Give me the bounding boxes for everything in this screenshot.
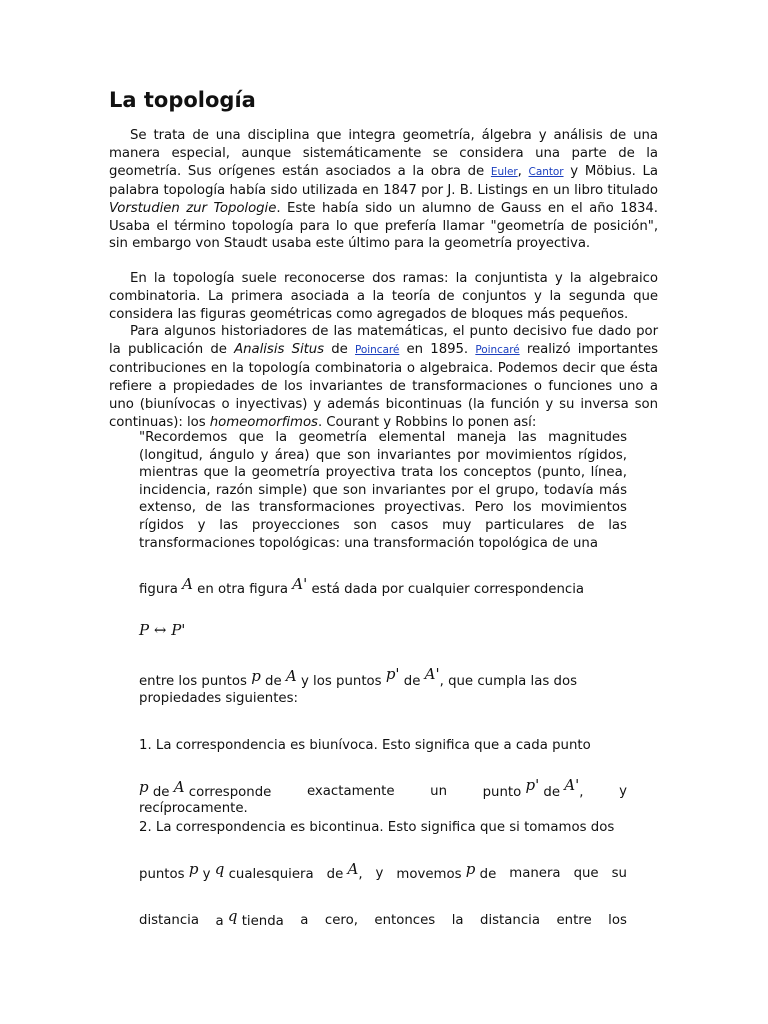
- quote-block: "Recordemos que la geometría elemental maneja las magnitudes (longitud, ángulo y área) que son invariantes por movimientos rígidos, mientras que la geometría proyectiva trata los conceptos (punto, línea, incidencia, razón simple) que son invariantes por el grupo, todavía más extenso, de las transformaciones proyectivas. Pero los movimientos rígidos y las proyecciones son casos muy particulares de las transformaciones topológicas: una transformación topológica de una: [139, 430, 627, 551]
- link-cantor[interactable]: Cantor: [528, 165, 564, 178]
- line-two-points: puntos p y q cualesquiera de A, y movemos p de manera que su: [139, 860, 627, 882]
- formula-correspondence: P ↔ P': [139, 621, 186, 639]
- paragraph-branches: En la topología suele reconocerse dos ramas: la conjuntista y la algebraico combinatoria. La primera asociada a la teoría de conjuntos y la segunda que considera las figuras geométricas como agregados de bloques más pequeños.: [109, 271, 658, 322]
- line-reciprocal: recíprocamente.: [139, 801, 248, 816]
- math-A-prime: A': [292, 575, 308, 593]
- paragraph-history: Para algunos historiadores de las matemáticas, el punto decisivo fue dado por la publicación de Analisis Situs de Poincaré en 1895. Poincaré realizó importantes contribuciones en la topología combinatoria o algebraica. Podemos decir que ésta refiere a propiedades de los invariantes de transformaciones o funciones uno a uno (biunívocas o inyectivas) y además bicontinuas (la función y su inversa son continuas): los homeomorfimos. Courant y Robbins lo ponen así:: [109, 324, 659, 430]
- math-A: A: [182, 575, 193, 593]
- list-item-2: 2. La correspondencia es bicontinua. Esto significa que si tomamos dos: [139, 820, 615, 835]
- line-properties: propiedades siguientes:: [139, 691, 299, 706]
- line-distance: distancia a q tienda a cero, entonces la distancia entre los: [139, 907, 627, 929]
- line-figure: figura A en otra figura A' está dada por cualquier correspondencia: [139, 575, 585, 597]
- link-poincare-2[interactable]: Poincaré: [475, 343, 520, 356]
- paragraph-intro: Se trata de una disciplina que integra geometría, álgebra y análisis de una manera especial, aunque sistemáticamente se considera una parte de la geometría. Sus orígenes están asociados a la obra de Euler, Cantor y Möbius. La palabra topología había sido utilizada en 1847 por J. B. Listings en un libro titulado Vorstudien zur Topologie. Este había sido un alumno de Gauss en el año 1834. Usaba el término topología para lo que prefería llamar "geometría de posición", sin embargo von Staudt usaba este último para la geometría proyectiva.: [109, 128, 658, 252]
- link-euler[interactable]: Euler: [490, 165, 518, 178]
- page-title: La topología: [109, 88, 256, 112]
- line-points: entre los puntos p de A y los puntos p' de A', que cumpla las dos: [139, 665, 578, 689]
- list-item-1: 1. La correspondencia es biunívoca. Esto significa que a cada punto: [139, 738, 591, 753]
- link-poincare-1[interactable]: Poincaré: [355, 343, 400, 356]
- line-correspondence: p de A corresponde exactamente un punto p' de A', y: [139, 776, 627, 800]
